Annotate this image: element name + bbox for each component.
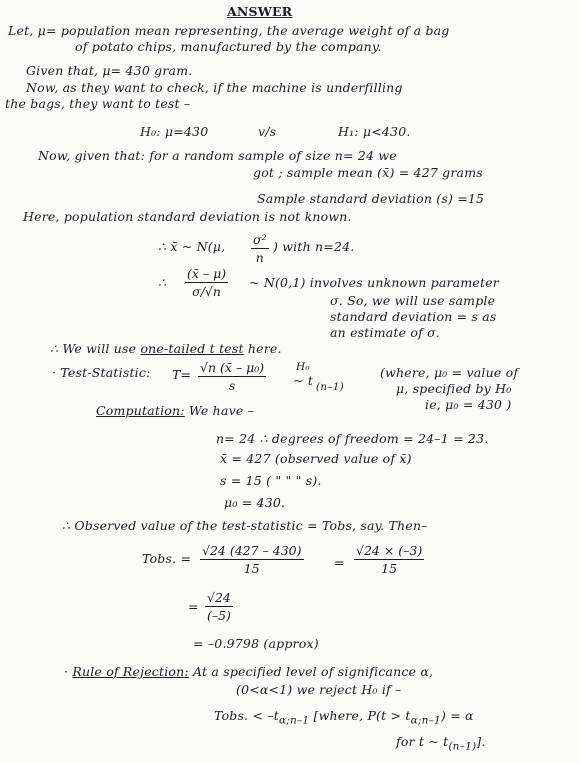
tobs-fraction-3 bbox=[205, 590, 233, 623]
fraction-numerator: (x̄ – μ) bbox=[187, 266, 227, 281]
computation-item: x̄ = 427 (observed value of x̄) bbox=[220, 451, 412, 466]
fraction-denominator: (–5) bbox=[206, 608, 231, 623]
standardized-fraction bbox=[185, 266, 228, 299]
computation-label: Computation: bbox=[96, 403, 185, 418]
t-distribution: ~ t bbox=[293, 373, 314, 388]
test-statistic-fraction bbox=[198, 360, 266, 393]
test-statistic-label: · Test-Statistic: bbox=[52, 365, 151, 380]
text-line: standard deviation = s as bbox=[330, 309, 497, 324]
subscript: α;n–1 bbox=[278, 714, 310, 727]
text-segment: At a specified level of significance α, bbox=[188, 664, 434, 679]
text-segment: Tobs. < –t bbox=[214, 708, 279, 723]
text-segment: for t ~ t bbox=[396, 734, 449, 749]
fraction-denominator: n bbox=[255, 250, 264, 265]
approximate-result: = –0.9798 (approx) bbox=[193, 636, 319, 651]
fraction-numerator: √24 bbox=[207, 590, 231, 605]
text-line: Let, μ= population mean representing, the average weight of a bag bbox=[8, 23, 450, 38]
rejection-condition bbox=[396, 735, 486, 754]
null-hypothesis-marker: H₀ bbox=[296, 361, 310, 373]
text-line: Given that, μ= 430 gram. bbox=[26, 63, 193, 78]
alternative-hypothesis: H₁: μ<430. bbox=[338, 124, 411, 139]
versus-text: v/s bbox=[258, 124, 277, 139]
variance-fraction bbox=[251, 232, 269, 265]
note-line: (where, μ₀ = value of bbox=[380, 365, 519, 380]
observed-value-line: ∴ Observed value of the test-statistic = Tobs, say. Then– bbox=[62, 518, 428, 533]
note-line: μ, specified by H₀ bbox=[396, 381, 512, 396]
computation-line bbox=[96, 404, 254, 418]
tobs-label: Tobs. = bbox=[142, 551, 192, 566]
text-segment: ]. bbox=[476, 734, 486, 749]
test-name: one-tailed t test bbox=[140, 341, 244, 356]
fraction-denominator: 15 bbox=[243, 561, 260, 576]
text-line: Here, population standard deviation is not known. bbox=[23, 209, 352, 224]
distribution-line: ) with n=24. bbox=[273, 239, 355, 254]
text-line: ~ N(0,1) involves unknown parameter bbox=[249, 275, 499, 290]
text-line: the bags, they want to test – bbox=[5, 96, 191, 111]
test-choice-line bbox=[50, 342, 282, 356]
fraction-numerator: √n (x̄ – μ₀) bbox=[200, 360, 265, 375]
text-line: of potato chips, manufactured by the company. bbox=[75, 39, 382, 54]
subscript: α;n–1 bbox=[410, 714, 441, 727]
answer-title: ANSWER bbox=[227, 4, 293, 19]
text-segment: [where, P(t > t bbox=[313, 708, 411, 723]
distribution-line: ∴ x̄ ~ N(μ, bbox=[158, 239, 226, 254]
text-line: an estimate of σ. bbox=[330, 325, 441, 340]
text-line: Sample standard deviation (s) =15 bbox=[257, 191, 485, 206]
fraction-denominator: 15 bbox=[381, 561, 398, 576]
text-line: Now, as they want to check, if the machine is underfilling bbox=[26, 80, 403, 95]
text-segment: ) = α bbox=[440, 708, 474, 723]
equals-sign: = bbox=[334, 555, 345, 570]
fraction-numerator: √24 (427 – 430) bbox=[202, 543, 302, 558]
rejection-rule-line bbox=[64, 665, 433, 679]
subscript: (n–1) bbox=[448, 740, 477, 753]
fraction-numerator: √24 × (–3) bbox=[356, 543, 423, 558]
equals-sign: = bbox=[188, 599, 199, 614]
rejection-condition bbox=[214, 709, 474, 728]
fraction-denominator: σ/√n bbox=[192, 284, 221, 299]
note-line: ie, μ₀ = 430 ) bbox=[425, 397, 512, 412]
bullet: · bbox=[64, 664, 73, 679]
text-segment: here. bbox=[243, 341, 282, 356]
rejection-rule-line: (0<α<1) we reject H₀ if – bbox=[236, 682, 402, 697]
text-segment: We have – bbox=[184, 403, 255, 418]
tobs-fraction-1 bbox=[200, 543, 304, 576]
therefore-symbol: ∴ bbox=[158, 275, 167, 290]
tobs-fraction-2 bbox=[354, 543, 424, 576]
text-line: Now, given that: for a random sample of size n= 24 we bbox=[38, 148, 397, 163]
fraction-denominator: s bbox=[228, 378, 236, 393]
text-line: σ. So, we will use sample bbox=[330, 293, 496, 308]
rejection-rule-label: Rule of Rejection: bbox=[72, 664, 189, 679]
degrees-of-freedom: (n–1) bbox=[316, 381, 344, 393]
computation-item: n= 24 ∴ degrees of freedom = 24–1 = 23. bbox=[216, 431, 489, 446]
null-hypothesis: H₀: μ=430 bbox=[140, 124, 209, 139]
computation-item: s = 15 ( " " " s). bbox=[220, 473, 322, 488]
text-line: got ; sample mean (x̄) = 427 grams bbox=[253, 165, 483, 180]
computation-item: μ₀ = 430. bbox=[224, 495, 286, 510]
fraction-numerator: σ² bbox=[253, 232, 267, 247]
statistic-symbol: T= bbox=[172, 367, 192, 382]
text-segment: ∴ We will use bbox=[50, 341, 141, 356]
